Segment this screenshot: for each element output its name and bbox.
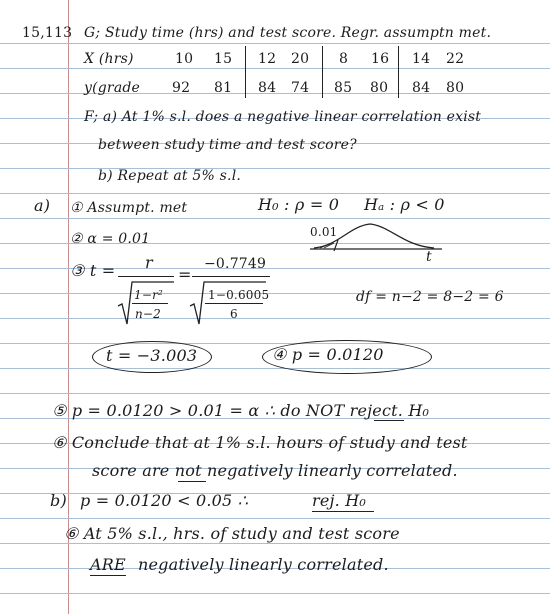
reject-underline [312, 511, 374, 512]
problem-number: 15,113 [22, 25, 73, 41]
radicand-bottom: n−2 [135, 307, 162, 321]
table-divider [322, 46, 323, 98]
x-value: 14 [412, 51, 431, 67]
part-b-conclusion: ⑥ At 5% s.l., hrs. of study and test score [64, 524, 400, 543]
y-value: 84 [258, 80, 277, 96]
ruled-line [0, 168, 550, 169]
inner-fraction-bar [132, 303, 168, 304]
part-b-are: ARE [90, 555, 126, 574]
y-value: 84 [412, 80, 431, 96]
ruled-line [0, 593, 550, 594]
y-value: 74 [291, 80, 310, 96]
substituted-numerator: −0.7749 [204, 256, 267, 272]
x-value: 16 [371, 51, 390, 67]
step-6-conclusion-cont: score are not negatively linearly correlated. [92, 461, 458, 480]
formula-numerator: r [145, 253, 153, 272]
ruled-line [0, 218, 550, 219]
y-row-label: y(grade [84, 80, 141, 96]
table-divider [398, 46, 399, 98]
step-5-decision: ⑤ p = 0.0120 > 0.01 = α ∴ do NOT reject. H₀ [52, 401, 430, 420]
not-underline [178, 481, 206, 482]
step-4-p-value: ④ p = 0.0120 [272, 345, 384, 364]
part-b-conclusion-cont: negatively linearly correlated. [138, 555, 389, 574]
table-divider [245, 46, 246, 98]
y-value: 85 [334, 80, 353, 96]
step-6-conclusion: ⑥ Conclude that at 1% s.l. hours of study and test [52, 433, 468, 452]
y-value: 80 [370, 80, 389, 96]
part-a-label: a) [34, 196, 51, 215]
x-row-label: X (hrs) [84, 51, 134, 67]
ruled-line [0, 68, 550, 69]
find-part-a-cont: between study time and test score? [98, 137, 357, 153]
x-value: 10 [175, 51, 194, 67]
x-value: 12 [258, 51, 277, 67]
x-value: 22 [446, 51, 465, 67]
given-statement: G; Study time (hrs) and test score. Regr. assumptn met. [84, 25, 492, 41]
ruled-line [0, 368, 550, 369]
substituted-radicand-bottom: 6 [230, 307, 238, 321]
part-b-reject: rej. H₀ [312, 491, 367, 510]
step-3-prefix: ③ t = [70, 261, 116, 280]
fraction-bar [118, 276, 174, 277]
x-value: 20 [291, 51, 310, 67]
y-value: 81 [214, 80, 233, 96]
step-1: ① Assumpt. met [70, 200, 188, 216]
ruled-line [0, 518, 550, 519]
inner-fraction-bar [205, 303, 263, 304]
y-value: 92 [172, 80, 191, 96]
ruled-line [0, 193, 550, 194]
ruled-line [0, 318, 550, 319]
are-underline [90, 575, 126, 576]
equals-sign: = [178, 265, 192, 284]
y-value: 80 [446, 80, 465, 96]
ruled-line [0, 343, 550, 344]
fraction-bar [192, 276, 270, 277]
find-part-a: F; a) At 1% s.l. does a negative linear correlation exist [84, 109, 482, 125]
alt-hypothesis: Hₐ : ρ < 0 [364, 195, 445, 214]
part-b-decision: p = 0.0120 < 0.05 ∴ [80, 491, 249, 510]
ruled-line [0, 543, 550, 544]
t-axis-label: t [426, 249, 432, 265]
degrees-of-freedom: df = n−2 = 8−2 = 6 [356, 289, 504, 305]
null-hypothesis: H₀ : ρ = 0 [258, 195, 340, 214]
ruled-line [0, 43, 550, 44]
substituted-radicand-top: 1−0.6005 [208, 288, 270, 302]
step-2: ② α = 0.01 [70, 231, 151, 247]
find-part-b: b) Repeat at 5% s.l. [98, 168, 242, 184]
t-value: t = −3.003 [106, 346, 198, 365]
ruled-line [0, 393, 550, 394]
x-value: 15 [214, 51, 233, 67]
radicand-top: 1−r² [134, 288, 164, 302]
part-b-label: b) [50, 491, 67, 510]
tail-shading [320, 243, 334, 248]
not-underline [374, 420, 404, 421]
x-value: 8 [339, 51, 349, 67]
tail-area-label: 0.01 [310, 225, 338, 239]
